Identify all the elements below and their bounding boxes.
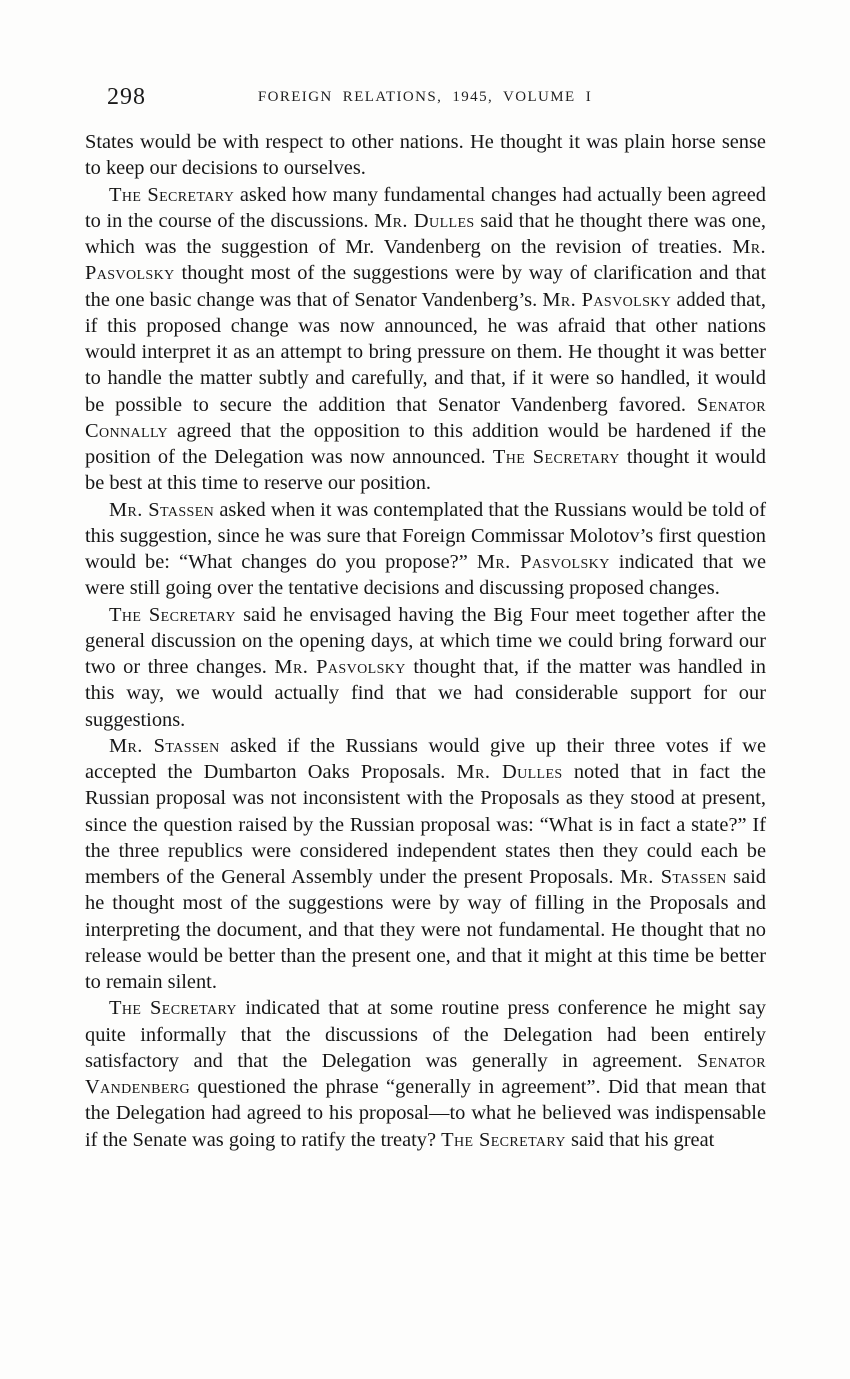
text-run: questioned the phrase “generally in agreement”. Did that mean that the Delegation had agreed to his proposal—to what he believed was indispensable if the Senate was going to ratify the treaty?: [85, 1076, 766, 1151]
page-header: [85, 84, 765, 112]
speaker-name: The Secretary: [109, 183, 235, 206]
speaker-name: Senator Vandenberg: [85, 1049, 766, 1098]
speaker-name: The Secretary: [109, 997, 237, 1020]
speaker-name: Mr. Stassen: [109, 498, 215, 521]
text-run: asked when it was contemplated that the Russians would be told of this suggestion, since he was sure that Foreign Commissar Molotov’s first question would be: “What changes do you propose?”: [85, 498, 766, 573]
text-run: indicated that at some routine press conference he might say quite informally that the discussions of the Delegation had been entirely satisfactory and that the Delegation was generally in agreement.: [85, 997, 766, 1072]
text-run: said he envisaged having the Big Four meet together after the general discussion on the opening days, at which time we could bring forward our two or three changes.: [85, 603, 766, 678]
text-run: thought that, if the matter was handled in this way, we would actually find that we had considerable support for our suggestions.: [85, 656, 766, 731]
text-run: said he thought most of the suggestions were by way of filling in the Proposals and interpreting the document, and that they were not fundamental. He thought that no release would be better than the present one, and that it might at this time be better to remain silent.: [85, 866, 767, 993]
text-run: said that he thought there was one, which was the suggestion of Mr. Vandenberg on the revision of treaties.: [85, 209, 766, 258]
running-head-title: FOREIGN RELATIONS, 1945, VOLUME I: [257, 89, 593, 105]
text-run: asked if the Russians would give up their three votes if we accepted the Dumbarton Oaks Proposals.: [85, 734, 766, 783]
speaker-name: Mr. Pasvolsky: [85, 236, 766, 285]
text-run: asked how many fundamental changes had actually been agreed to in the course of the discussions.: [85, 183, 766, 232]
speaker-name: Mr. Stassen: [620, 866, 727, 888]
text-run: said that his great: [565, 1128, 715, 1151]
speaker-name: Mr. Dulles: [456, 761, 563, 783]
paragraph: [85, 497, 766, 602]
speaker-name: The Secretary: [441, 1128, 566, 1151]
text-run: thought most of the suggestions were by way of clarification and that the one basic change was that of Senator Vandenberg’s.: [85, 262, 766, 311]
paragraph: [85, 995, 766, 1153]
text-run: thought it would be best at this time to reserve our position.: [85, 446, 766, 495]
speaker-name: Mr. Pasvolsky: [274, 656, 406, 678]
speaker-name: Mr. Stassen: [109, 734, 220, 757]
speaker-name: Mr. Dulles: [374, 209, 475, 232]
text-run: States would be with respect to other nations. He thought it was plain horse sense to keep our decisions to ourselves.: [85, 131, 766, 180]
paragraph: [85, 129, 766, 182]
speaker-name: The Secretary: [109, 603, 236, 626]
text-run: agreed that the opposition to this addition would be hardened if the position of the Delegation was now announced.: [85, 419, 766, 468]
paragraph: [85, 182, 766, 497]
page-body: [85, 129, 766, 1153]
text-run: noted that in fact the Russian proposal was not inconsistent with the Proposals as they stood at present, since the question raised by the Russian proposal was: “What is in fact a state?” If the three republics were considered independent states then they could each be members of the General Assembly under the present Proposals.: [85, 761, 766, 888]
speaker-name: The Secretary: [492, 446, 620, 468]
text-run: added that, if this proposed change was now announced, he was afraid that other nations would interpret it as an attempt to bring pressure on them. He thought it was better to handle the matter subtly and carefully, and that, if it were so handled, it would be possible to secure the addition that Senator Vandenberg favored.: [85, 288, 766, 416]
speaker-name: Senator Connally: [85, 393, 766, 442]
page-number: 298: [107, 84, 146, 110]
speaker-name: Mr. Pasvolsky: [542, 288, 672, 311]
text-run: indicated that we were still going over the tentative decisions and discussing proposed changes.: [85, 551, 766, 600]
paragraph: [85, 733, 766, 996]
paragraph: [85, 602, 766, 733]
speaker-name: Mr. Pasvolsky: [476, 551, 610, 573]
